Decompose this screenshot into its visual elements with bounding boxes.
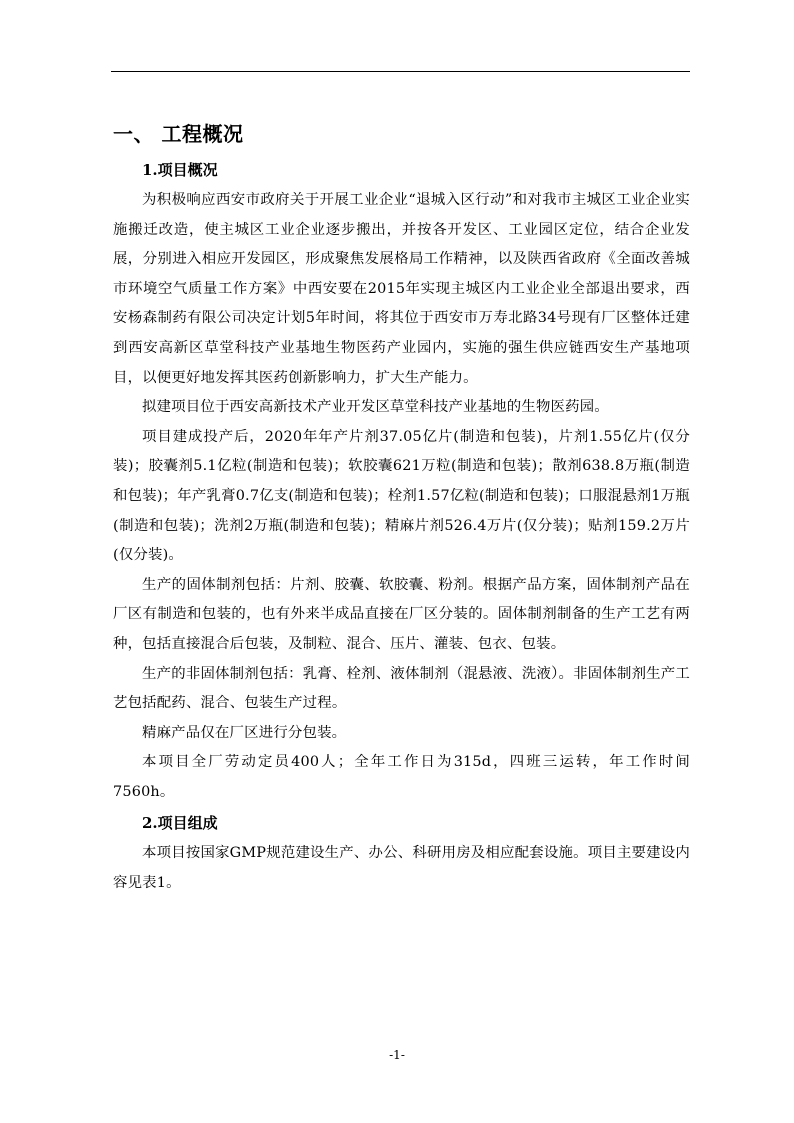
paragraph: 拟建项目位于西安高新技术产业开发区草堂科技产业基地的生物医药园。: [142, 399, 609, 416]
paragraph: 本项目按国家GMP规范建设生产、办公、科研用房及相应配套设施。项目主要建设内容见表1。: [113, 845, 690, 892]
page-number: -1-: [389, 1048, 405, 1062]
subsection-title-composition: 2.项目组成: [142, 814, 218, 833]
paragraph: 项目建成投产后，2020年年产片剂37.05亿片(制造和包装)，片剂1.55亿片(仅分装)；胶囊剂5.1亿粒(制造和包装)；软胶囊621万粒(制造和包装)；散剂638.8万瓶(制造和包装)；年产乳膏0.7亿支(制造和包装)；栓剂1.57亿粒(制造和包装)；口服混悬剂1万瓶(制造和包装)；洗剂2万瓶(制造和包装)；精麻片剂526.4万片(仅分装)；贴剂159.2万片(仅分装)。: [113, 428, 690, 564]
header-rule: [111, 71, 690, 72]
paragraph: 生产的固体制剂包括：片剂、胶囊、软胶囊、粉剂。根据产品方案，固体制剂产品在厂区有制造和包装的，也有外来半成品直接在厂区分装的。固体制剂制备的生产工艺有两种，包括直接混合后包装，及制粒、混合、压片、灌装、包衣、包装。: [113, 576, 690, 652]
subsection-title-overview: 1.项目概况: [142, 161, 218, 179]
paragraph: 生产的非固体制剂包括：乳膏、栓剂、液体制剂（混悬液、洗液）。非固体制剂生产工艺包括配药、混合、包装生产过程。: [113, 665, 690, 712]
document-body: [113, 118, 690, 899]
paragraph: 精麻产品仅在厂区进行分包装。: [142, 724, 347, 741]
section-title: 一、 工程概况: [113, 122, 244, 146]
paragraph: 本项目全厂劳动定员400人；全年工作日为315d，四班三运转，年工作时间7560h。: [113, 754, 690, 800]
paragraph: 为积极响应西安市政府关于开展工业企业“退城入区行动”和对我市主城区工业企业实施搬迁改造，使主城区工业企业逐步搬出，并按各开发区、工业园区定位，结合企业发展，分别进入相应开发园区，形成聚焦发展格局工作精神，以及陕西省政府《全面改善城市环境空气质量工作方案》中西安要在2015年实现主城区内工业企业全部退出要求，西安杨森制药有限公司决定计划5年时间，将其位于西安市万寿北路34号现有厂区整体迁建到西安高新区草堂科技产业基地生物医药产业园内，实施的强生供应链西安生产基地项目，以便更好地发挥其医药创新影响力，扩大生产能力。: [113, 192, 690, 386]
